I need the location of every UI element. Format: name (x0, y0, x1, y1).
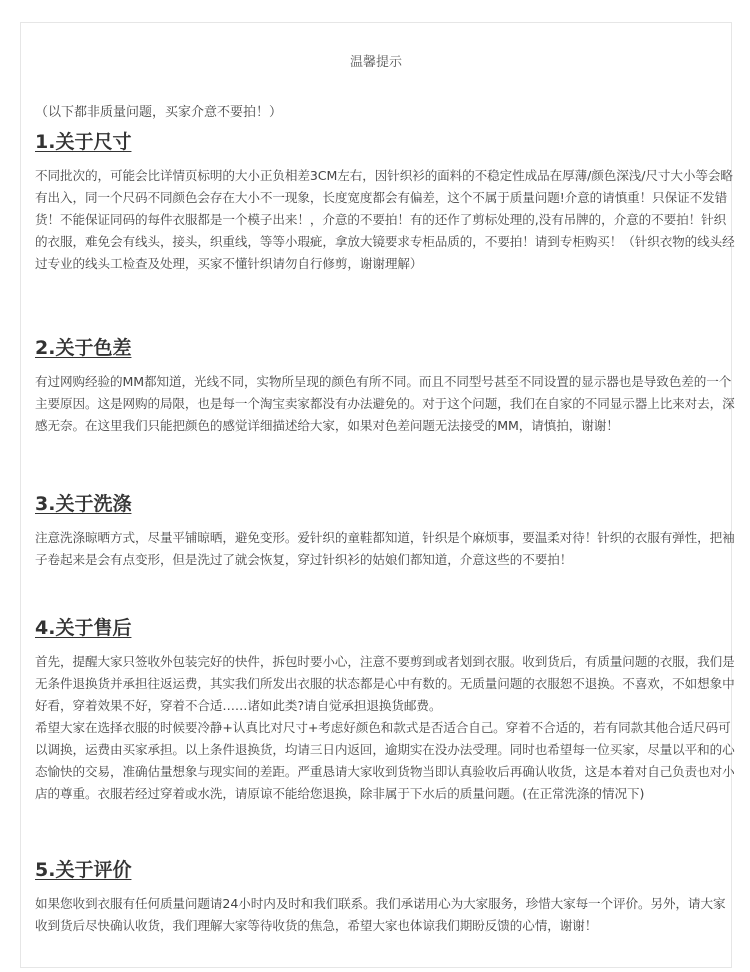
section-paragraph: 注意洗涤晾晒方式，尽量平铺晾晒，避免变形。爱针织的童鞋都知道，针织是个麻烦事，要温柔对待！针织的衣服有弹性，把袖子卷起来是会有点变形，但是洗过了就会恢复，穿过针织衫的姑娘们都知道，介意这些的不要拍！ (35, 530, 735, 567)
section-heading: 1.关于尺寸 (35, 131, 132, 153)
notice-card (20, 22, 735, 968)
section-paragraph: 不同批次的，可能会比详情页标明的大小正负相差3CM左右，因针织衫的面料的不稳定性成品在厚薄/颜色深浅/尺寸大小等会略有出入，同一个尺码不同颜色会存在大小不一现象，长度宽度都会有偏差，这个不属于质量问题!介意的请慎重！只保证不发错货！不能保证同码的每件衣服都是一个模子出来！，介意的不要拍！有的还作了剪标处理的,没有吊牌的，介意的不要拍！针织的衣服，难免会有线头，接头，织重线，等等小瑕疵，拿放大镜要求专柜品质的，不要拍！请到专柜购买！（针织衣物的线头经过专业的线头工检查及处理，买家不懂针织请勿自行修剪，谢谢理解） (35, 168, 735, 271)
section-heading: 5.关于评价 (35, 859, 132, 881)
notice-title: 温馨提示 (349, 55, 402, 70)
section-size (35, 129, 735, 275)
section-washing (35, 491, 735, 571)
section-heading: 3.关于洗涤 (35, 493, 132, 515)
section-heading: 2.关于色差 (35, 337, 132, 359)
section-paragraph: 首先，提醒大家只签收外包装完好的快件，拆包时要小心，注意不要剪到或者划到衣服。收到货后，有质量问题的衣服，我们是无条件退换货并承担往返运费，其实我们所发出衣服的状态都是心中有数的。无质量问题的衣服恕不退换。不喜欢，不如想象中好看，穿着效果不好，穿着不合适……诸如此类?请自觉承担退换货邮费。 (35, 654, 735, 713)
section-paragraph: 有过网购经验的MM都知道，光线不同，实物所呈现的颜色有所不同。而且不同型号甚至不同设置的显示器也是导致色差的一个主要原因。这是网购的局限，也是每一个淘宝卖家都没有办法避免的。对于这个问题，我们在自家的不同显示器上比来对去，深感无奈。在这里我们只能把颜色的感觉详细描述给大家，如果对色差问题无法接受的MM，请慎拍，谢谢！ (35, 374, 735, 433)
section-paragraph: 希望大家在选择衣服的时候要冷静+认真比对尺寸+考虑好颜色和款式是否适合自己。穿着不合适的，若有同款其他合适尺码可以调换，运费由买家承担。以上条件退换货，均请三日内返回，逾期实在没办法受理。同时也希望每一位买家，尽量以平和的心态愉快的交易，准确估量想象与现实间的差距。严重恳请大家收到货物当即认真验收后再确认收货，这是本着对自己负责也对小店的尊重。衣服若经过穿着或水洗，请原谅不能给您退换，除非属于下水后的质量问题。(在正常洗涤的情况下) (35, 720, 735, 801)
section-after-sales (35, 615, 735, 805)
section-color-difference (35, 335, 735, 437)
section-paragraph: 如果您收到衣服有任何质量问题请24小时内及时和我们联系。我们承诺用心为大家服务，珍惜大家每一个评价。另外，请大家收到货后尽快确认收货，我们理解大家等待收货的焦急，希望大家也体谅我们期盼反馈的心情，谢谢！ (35, 896, 726, 933)
section-heading: 4.关于售后 (35, 617, 132, 639)
notice-intro: （以下都非质量问题，买家介意不要拍！） (35, 105, 283, 120)
section-reviews (35, 857, 735, 937)
